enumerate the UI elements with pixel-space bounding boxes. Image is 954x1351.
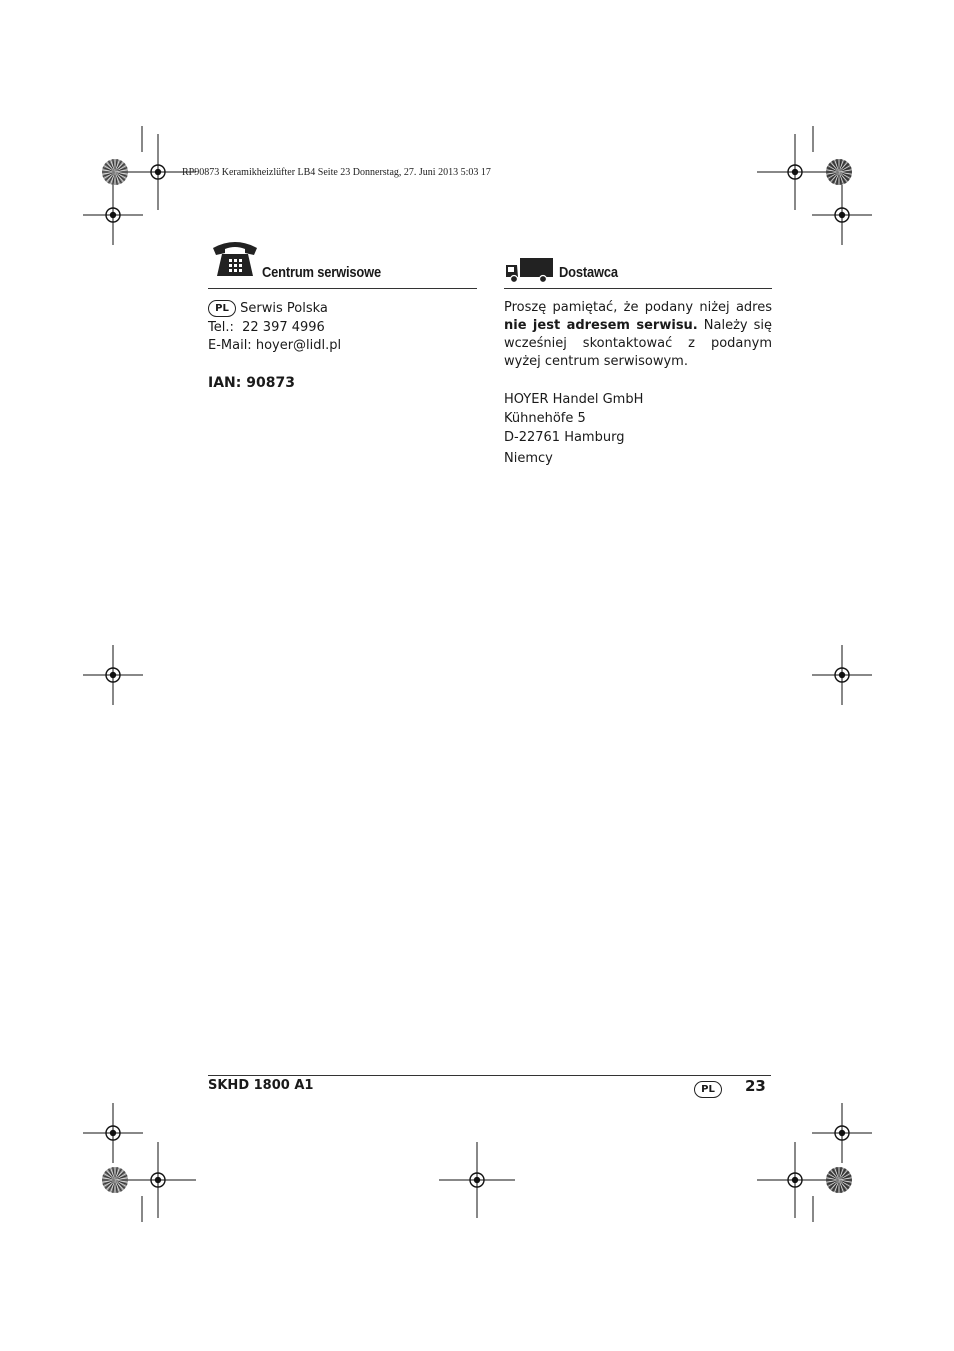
registration-target bbox=[757, 134, 833, 210]
footer-rule bbox=[208, 1075, 771, 1076]
address-country: Niemcy bbox=[504, 451, 553, 466]
supplier-title: Dostawca bbox=[559, 264, 618, 281]
delivery-truck-icon bbox=[505, 257, 555, 288]
telephone-icon bbox=[210, 238, 260, 282]
registration-target bbox=[812, 185, 872, 245]
service-center-title: Centrum serwisowe bbox=[262, 264, 381, 281]
supplier-header-rule bbox=[504, 288, 772, 289]
registration-target bbox=[83, 1103, 143, 1163]
print-slug: RP90873 Keramikheizlüfter LB4 Seite 23 Donnerstag, 27. Juni 2013 5:03 17 bbox=[182, 167, 491, 178]
footer-country-badge-wrap bbox=[694, 1079, 722, 1098]
service-email: E-Mail: hoyer@lidl.pl bbox=[208, 338, 342, 353]
starburst-mark bbox=[102, 1167, 128, 1193]
registration-target bbox=[83, 185, 143, 245]
address-street: Kühnehöfe 5 bbox=[504, 411, 586, 426]
note-intro: Proszę pamiętać, że podany niżej adres bbox=[504, 300, 772, 315]
starburst-mark bbox=[826, 159, 852, 185]
registration-target bbox=[812, 1103, 872, 1163]
phone-label: Tel.: bbox=[208, 320, 234, 335]
service-name-line bbox=[208, 299, 328, 318]
registration-target bbox=[439, 1142, 515, 1218]
registration-target bbox=[120, 1142, 196, 1218]
model-number: SKHD 1800 A1 bbox=[208, 1078, 314, 1093]
service-phone-line bbox=[208, 318, 325, 337]
registration-target bbox=[83, 645, 143, 705]
note-bold: nie jest adresem serwisu. bbox=[504, 318, 698, 333]
service-name: Serwis Polska bbox=[240, 301, 328, 316]
address-city: D-22761 Hamburg bbox=[504, 430, 625, 445]
supplier-note bbox=[504, 299, 772, 371]
country-badge: PL bbox=[208, 300, 236, 317]
ian-number: IAN: 90873 bbox=[208, 375, 295, 391]
registration-target bbox=[812, 645, 872, 705]
registration-target bbox=[757, 1142, 833, 1218]
starburst-mark bbox=[102, 159, 128, 185]
service-header-rule bbox=[208, 288, 477, 289]
page-number: 23 bbox=[745, 1077, 766, 1095]
starburst-mark bbox=[826, 1167, 852, 1193]
footer-country-badge: PL bbox=[694, 1081, 722, 1098]
note-rest: Należy się wcześniej skontaktować z podanym wyżej centrum serwisowym. bbox=[504, 318, 772, 369]
phone-number: 22 397 4996 bbox=[242, 320, 325, 335]
address-company: HOYER Handel GmbH bbox=[504, 392, 644, 407]
